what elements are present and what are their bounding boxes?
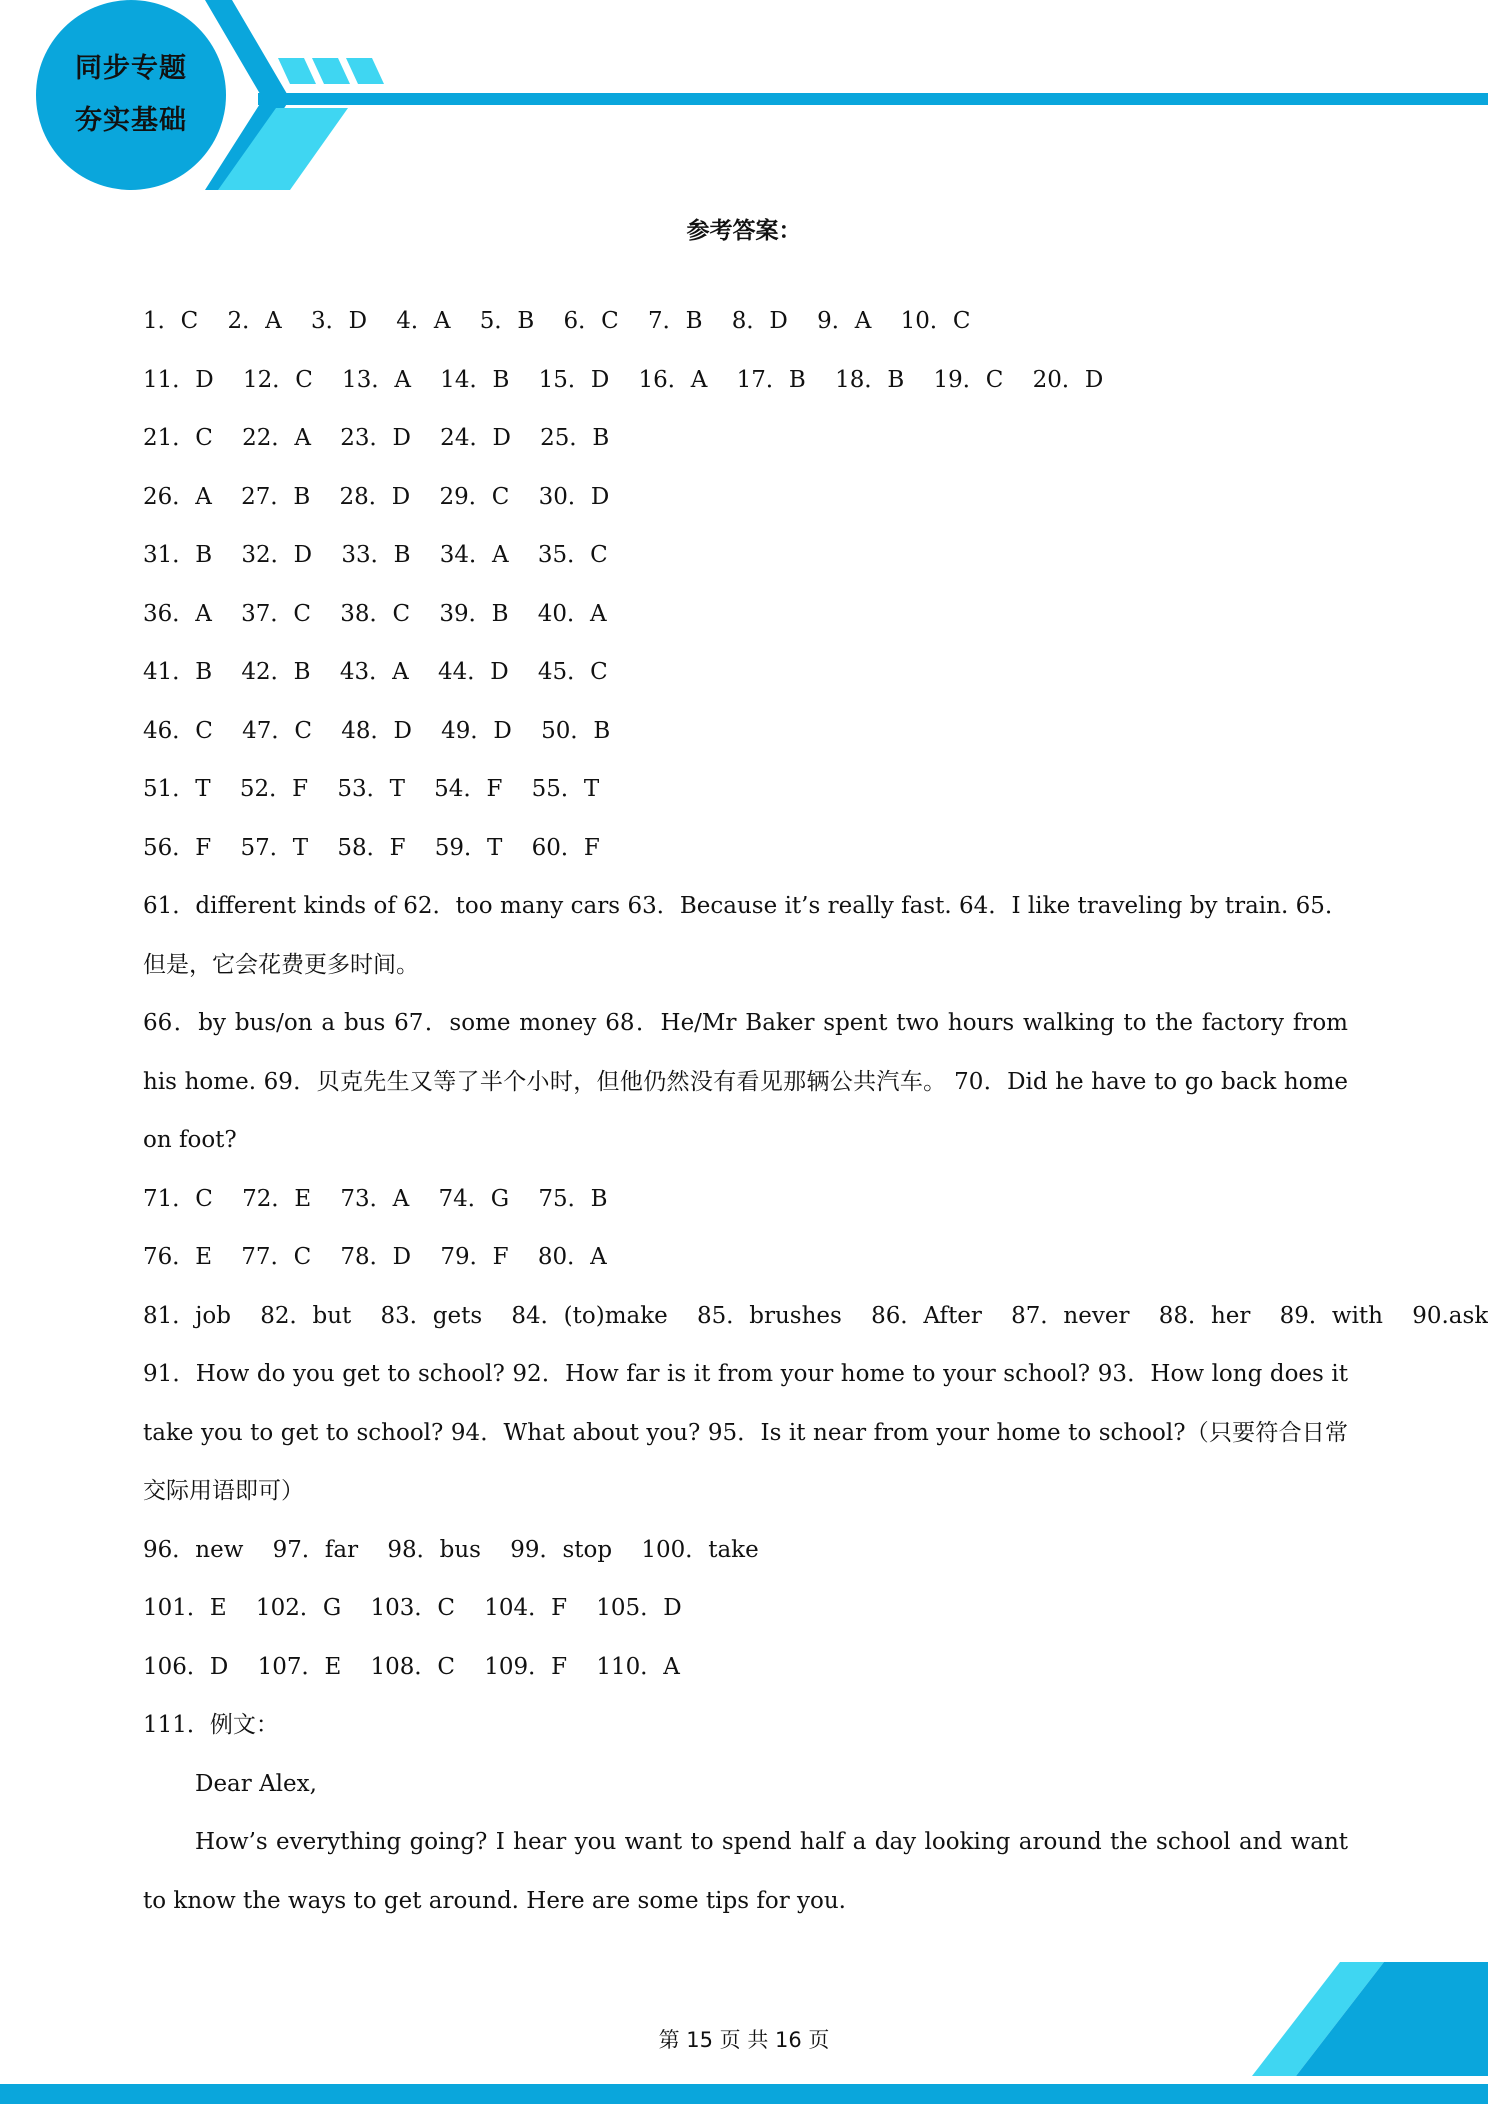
answer-content: [143, 292, 1488, 1930]
badge-line-1: 同步专题: [75, 53, 187, 84]
answer-line: 51．T 52．F 53．T 54．F 55．T: [143, 776, 600, 802]
page-title: 参考答案：: [686, 218, 802, 244]
letter-greeting: Dear Alex,: [195, 1770, 317, 1797]
answer-line: 106．D 107．E 108．C 109．F 110．A: [143, 1653, 680, 1680]
answer-line: 31．B 32．D 33．B 34．A 35．C: [143, 542, 608, 568]
page-number: 第 15 页 共 16 页: [658, 2028, 830, 2052]
header-small-stripe: [346, 58, 384, 84]
badge-line-2: 夯实基础: [75, 105, 187, 136]
header-badge: [36, 0, 226, 190]
footer-band: [0, 2084, 1488, 2104]
answer-line: 96．new 97．far 98．bus 99．stop 100．take: [143, 1536, 759, 1563]
answer-paragraph-91-95: 91．How do you get to school? 92．How far is it from your home to your school? 93．How long does it take you to get to school? 94．What about you? 95．Is it near from your home to school?（只要符合日常交际用语即可）: [143, 1361, 1348, 1504]
header-small-stripe: [312, 58, 350, 84]
letter-body: How’s everything going? I hear you want to spend half a day looking around the school and want to know the ways to get around. Here are some tips for you.: [143, 1829, 1348, 1914]
answer-line: 21．C 22．A 23．D 24．D 25．B: [143, 425, 610, 451]
answer-line: 36．A 37．C 38．C 39．B 40．A: [143, 600, 607, 627]
header-small-stripe: [278, 58, 316, 84]
answer-line: 56．F 57．T 58．F 59．T 60．F: [143, 834, 600, 861]
answer-line: 26．A 27．B 28．D 29．C 30．D: [143, 483, 610, 510]
answer-line: 76．E 77．C 78．D 79．F 80．A: [143, 1244, 607, 1270]
answer-line: 81．job 82．but 83．gets 84．(to)make 85．brushes 86．After 87．never 88．her 89．with 90.ask: [143, 1302, 1488, 1329]
answer-line: 111．例文：: [143, 1712, 279, 1738]
answer-line: 41．B 42．B 43．A 44．D 45．C: [143, 659, 608, 685]
answer-line: 101．E 102．G 103．C 104．F 105．D: [143, 1595, 682, 1621]
answer-line: 11．D 12．C 13．A 14．B 15．D 16．A 17．B 18．B 19．C 20．D: [143, 366, 1104, 393]
answer-line: 1．C 2．A 3．D 4．A 5．B 6．C 7．B 8．D 9．A 10．C: [143, 308, 971, 334]
answer-paragraph-61-65: 61．different kinds of 62．too many cars 63．Because it’s really fast. 64．I like traveling by train. 65．但是，它会花费更多时间。: [143, 893, 1348, 978]
answer-paragraph-66-70: 66．by bus/on a bus 67．some money 68．He/Mr Baker spent two hours walking to the factory from his home. 69．贝克先生又等了半个小时，但他仍然没有看见那辆公共汽车。 70．Did he have to go back home on foot?: [143, 1010, 1348, 1153]
answer-line: 46．C 47．C 48．D 49．D 50．B: [143, 717, 611, 744]
answer-line: 71．C 72．E 73．A 74．G 75．B: [143, 1185, 608, 1212]
header-band: [258, 93, 1488, 105]
